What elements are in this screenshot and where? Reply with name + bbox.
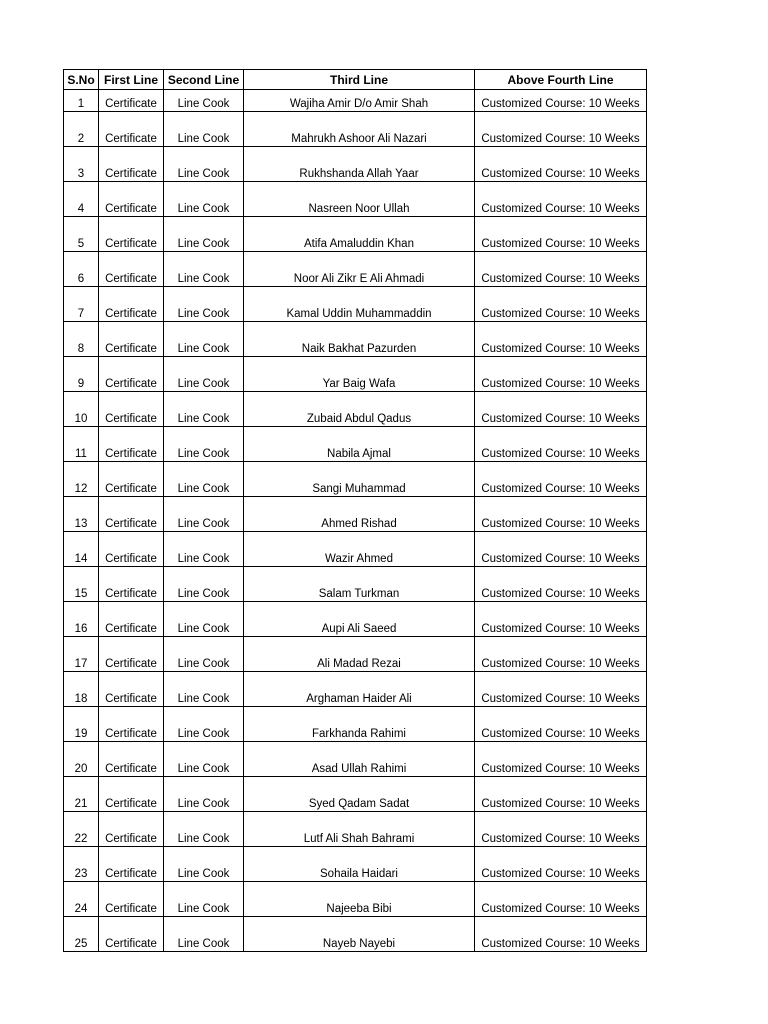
cell-second-line: Line Cook: [164, 90, 244, 112]
cell-third-line: Asad Ullah Rahimi: [244, 742, 475, 777]
table-row: [64, 917, 647, 952]
cell-first-line: Certificate: [99, 147, 164, 182]
cell-above-fourth-line: Customized Course: 10 Weeks: [475, 707, 647, 742]
cell-first-line: Certificate: [99, 427, 164, 462]
cell-second-line: Line Cook: [164, 812, 244, 847]
cell-second-line: Line Cook: [164, 182, 244, 217]
cell-second-line: Line Cook: [164, 462, 244, 497]
cell-sno: 4: [64, 182, 99, 217]
table-row: [64, 182, 647, 217]
cell-third-line: Arghaman Haider Ali: [244, 672, 475, 707]
table-row: [64, 672, 647, 707]
cell-first-line: Certificate: [99, 672, 164, 707]
cell-third-line: Mahrukh Ashoor Ali Nazari: [244, 112, 475, 147]
table-row: [64, 532, 647, 567]
cell-first-line: Certificate: [99, 497, 164, 532]
cell-above-fourth-line: Customized Course: 10 Weeks: [475, 357, 647, 392]
cell-first-line: Certificate: [99, 217, 164, 252]
cell-sno: 7: [64, 287, 99, 322]
table-row: [64, 252, 647, 287]
cell-above-fourth-line: Customized Course: 10 Weeks: [475, 602, 647, 637]
header-row: [64, 70, 647, 90]
table-row: [64, 287, 647, 322]
cell-second-line: Line Cook: [164, 217, 244, 252]
cell-third-line: Zubaid Abdul Qadus: [244, 392, 475, 427]
cell-sno: 23: [64, 847, 99, 882]
cell-sno: 11: [64, 427, 99, 462]
cell-above-fourth-line: Customized Course: 10 Weeks: [475, 637, 647, 672]
cell-second-line: Line Cook: [164, 392, 244, 427]
table-row: [64, 707, 647, 742]
cell-above-fourth-line: Customized Course: 10 Weeks: [475, 497, 647, 532]
table-row: [64, 777, 647, 812]
cell-sno: 18: [64, 672, 99, 707]
cell-sno: 12: [64, 462, 99, 497]
table-row: [64, 462, 647, 497]
cell-above-fourth-line: Customized Course: 10 Weeks: [475, 112, 647, 147]
cell-third-line: Nayeb Nayebi: [244, 917, 475, 952]
cell-above-fourth-line: Customized Course: 10 Weeks: [475, 777, 647, 812]
cell-third-line: Farkhanda Rahimi: [244, 707, 475, 742]
table-row: [64, 322, 647, 357]
table-row: [64, 637, 647, 672]
cell-sno: 13: [64, 497, 99, 532]
cell-above-fourth-line: Customized Course: 10 Weeks: [475, 917, 647, 952]
table-row: [64, 357, 647, 392]
cell-sno: 6: [64, 252, 99, 287]
cell-second-line: Line Cook: [164, 252, 244, 287]
cell-sno: 21: [64, 777, 99, 812]
cell-above-fourth-line: Customized Course: 10 Weeks: [475, 847, 647, 882]
cell-second-line: Line Cook: [164, 917, 244, 952]
cell-first-line: Certificate: [99, 532, 164, 567]
cell-second-line: Line Cook: [164, 742, 244, 777]
cell-third-line: Salam Turkman: [244, 567, 475, 602]
cell-third-line: Nabila Ajmal: [244, 427, 475, 462]
cell-first-line: Certificate: [99, 90, 164, 112]
table-row: [64, 602, 647, 637]
cell-above-fourth-line: Customized Course: 10 Weeks: [475, 462, 647, 497]
table-row: [64, 427, 647, 462]
cell-above-fourth-line: Customized Course: 10 Weeks: [475, 882, 647, 917]
cell-third-line: Rukhshanda Allah Yaar: [244, 147, 475, 182]
cell-first-line: Certificate: [99, 882, 164, 917]
cell-second-line: Line Cook: [164, 777, 244, 812]
cell-second-line: Line Cook: [164, 112, 244, 147]
header-sno: S.No: [64, 70, 99, 90]
certificate-list-table: [63, 69, 647, 952]
cell-sno: 15: [64, 567, 99, 602]
cell-sno: 19: [64, 707, 99, 742]
cell-sno: 5: [64, 217, 99, 252]
header-first-line: First Line: [99, 70, 164, 90]
cell-second-line: Line Cook: [164, 602, 244, 637]
table-row: [64, 217, 647, 252]
cell-above-fourth-line: Customized Course: 10 Weeks: [475, 287, 647, 322]
cell-third-line: Kamal Uddin Muhammaddin: [244, 287, 475, 322]
cell-above-fourth-line: Customized Course: 10 Weeks: [475, 532, 647, 567]
table-row: [64, 847, 647, 882]
cell-second-line: Line Cook: [164, 882, 244, 917]
cell-above-fourth-line: Customized Course: 10 Weeks: [475, 182, 647, 217]
cell-first-line: Certificate: [99, 392, 164, 427]
cell-third-line: Ali Madad Rezai: [244, 637, 475, 672]
cell-first-line: Certificate: [99, 567, 164, 602]
cell-first-line: Certificate: [99, 357, 164, 392]
cell-second-line: Line Cook: [164, 497, 244, 532]
cell-third-line: Sangi Muhammad: [244, 462, 475, 497]
cell-first-line: Certificate: [99, 252, 164, 287]
cell-first-line: Certificate: [99, 742, 164, 777]
cell-third-line: Yar Baig Wafa: [244, 357, 475, 392]
cell-sno: 8: [64, 322, 99, 357]
cell-above-fourth-line: Customized Course: 10 Weeks: [475, 672, 647, 707]
cell-third-line: Noor Ali Zikr E Ali Ahmadi: [244, 252, 475, 287]
table-row: [64, 742, 647, 777]
table-row: [64, 812, 647, 847]
cell-second-line: Line Cook: [164, 567, 244, 602]
cell-third-line: Wajiha Amir D/o Amir Shah: [244, 90, 475, 112]
cell-sno: 9: [64, 357, 99, 392]
cell-second-line: Line Cook: [164, 532, 244, 567]
cell-sno: 10: [64, 392, 99, 427]
cell-third-line: Sohaila Haidari: [244, 847, 475, 882]
cell-second-line: Line Cook: [164, 147, 244, 182]
cell-above-fourth-line: Customized Course: 10 Weeks: [475, 252, 647, 287]
table-row: [64, 147, 647, 182]
cell-second-line: Line Cook: [164, 637, 244, 672]
cell-sno: 25: [64, 917, 99, 952]
cell-first-line: Certificate: [99, 112, 164, 147]
cell-above-fourth-line: Customized Course: 10 Weeks: [475, 147, 647, 182]
cell-sno: 14: [64, 532, 99, 567]
cell-third-line: Ahmed Rishad: [244, 497, 475, 532]
cell-sno: 16: [64, 602, 99, 637]
cell-above-fourth-line: Customized Course: 10 Weeks: [475, 392, 647, 427]
cell-first-line: Certificate: [99, 287, 164, 322]
cell-above-fourth-line: Customized Course: 10 Weeks: [475, 217, 647, 252]
table-row: [64, 392, 647, 427]
cell-sno: 1: [64, 90, 99, 112]
cell-third-line: Syed Qadam Sadat: [244, 777, 475, 812]
cell-sno: 17: [64, 637, 99, 672]
cell-third-line: Naik Bakhat Pazurden: [244, 322, 475, 357]
cell-first-line: Certificate: [99, 847, 164, 882]
table-row: [64, 567, 647, 602]
cell-first-line: Certificate: [99, 917, 164, 952]
cell-first-line: Certificate: [99, 182, 164, 217]
cell-third-line: Atifa Amaluddin Khan: [244, 217, 475, 252]
cell-sno: 24: [64, 882, 99, 917]
cell-second-line: Line Cook: [164, 357, 244, 392]
cell-above-fourth-line: Customized Course: 10 Weeks: [475, 742, 647, 777]
cell-third-line: Lutf Ali Shah Bahrami: [244, 812, 475, 847]
cell-second-line: Line Cook: [164, 707, 244, 742]
table-row: [64, 882, 647, 917]
header-above-fourth-line: Above Fourth Line: [475, 70, 647, 90]
cell-first-line: Certificate: [99, 322, 164, 357]
header-second-line: Second Line: [164, 70, 244, 90]
cell-first-line: Certificate: [99, 777, 164, 812]
cell-second-line: Line Cook: [164, 847, 244, 882]
cell-second-line: Line Cook: [164, 287, 244, 322]
cell-sno: 2: [64, 112, 99, 147]
cell-third-line: Nasreen Noor Ullah: [244, 182, 475, 217]
cell-sno: 22: [64, 812, 99, 847]
cell-first-line: Certificate: [99, 462, 164, 497]
cell-above-fourth-line: Customized Course: 10 Weeks: [475, 90, 647, 112]
cell-first-line: Certificate: [99, 602, 164, 637]
cell-above-fourth-line: Customized Course: 10 Weeks: [475, 427, 647, 462]
table-row: [64, 90, 647, 112]
cell-third-line: Aupi Ali Saeed: [244, 602, 475, 637]
cell-above-fourth-line: Customized Course: 10 Weeks: [475, 567, 647, 602]
cell-first-line: Certificate: [99, 637, 164, 672]
cell-sno: 3: [64, 147, 99, 182]
cell-first-line: Certificate: [99, 707, 164, 742]
cell-sno: 20: [64, 742, 99, 777]
cell-first-line: Certificate: [99, 812, 164, 847]
cell-second-line: Line Cook: [164, 427, 244, 462]
table-row: [64, 112, 647, 147]
cell-above-fourth-line: Customized Course: 10 Weeks: [475, 322, 647, 357]
header-third-line: Third Line: [244, 70, 475, 90]
cell-second-line: Line Cook: [164, 672, 244, 707]
cell-above-fourth-line: Customized Course: 10 Weeks: [475, 812, 647, 847]
table-row: [64, 497, 647, 532]
cell-third-line: Wazir Ahmed: [244, 532, 475, 567]
cell-second-line: Line Cook: [164, 322, 244, 357]
cell-third-line: Najeeba Bibi: [244, 882, 475, 917]
